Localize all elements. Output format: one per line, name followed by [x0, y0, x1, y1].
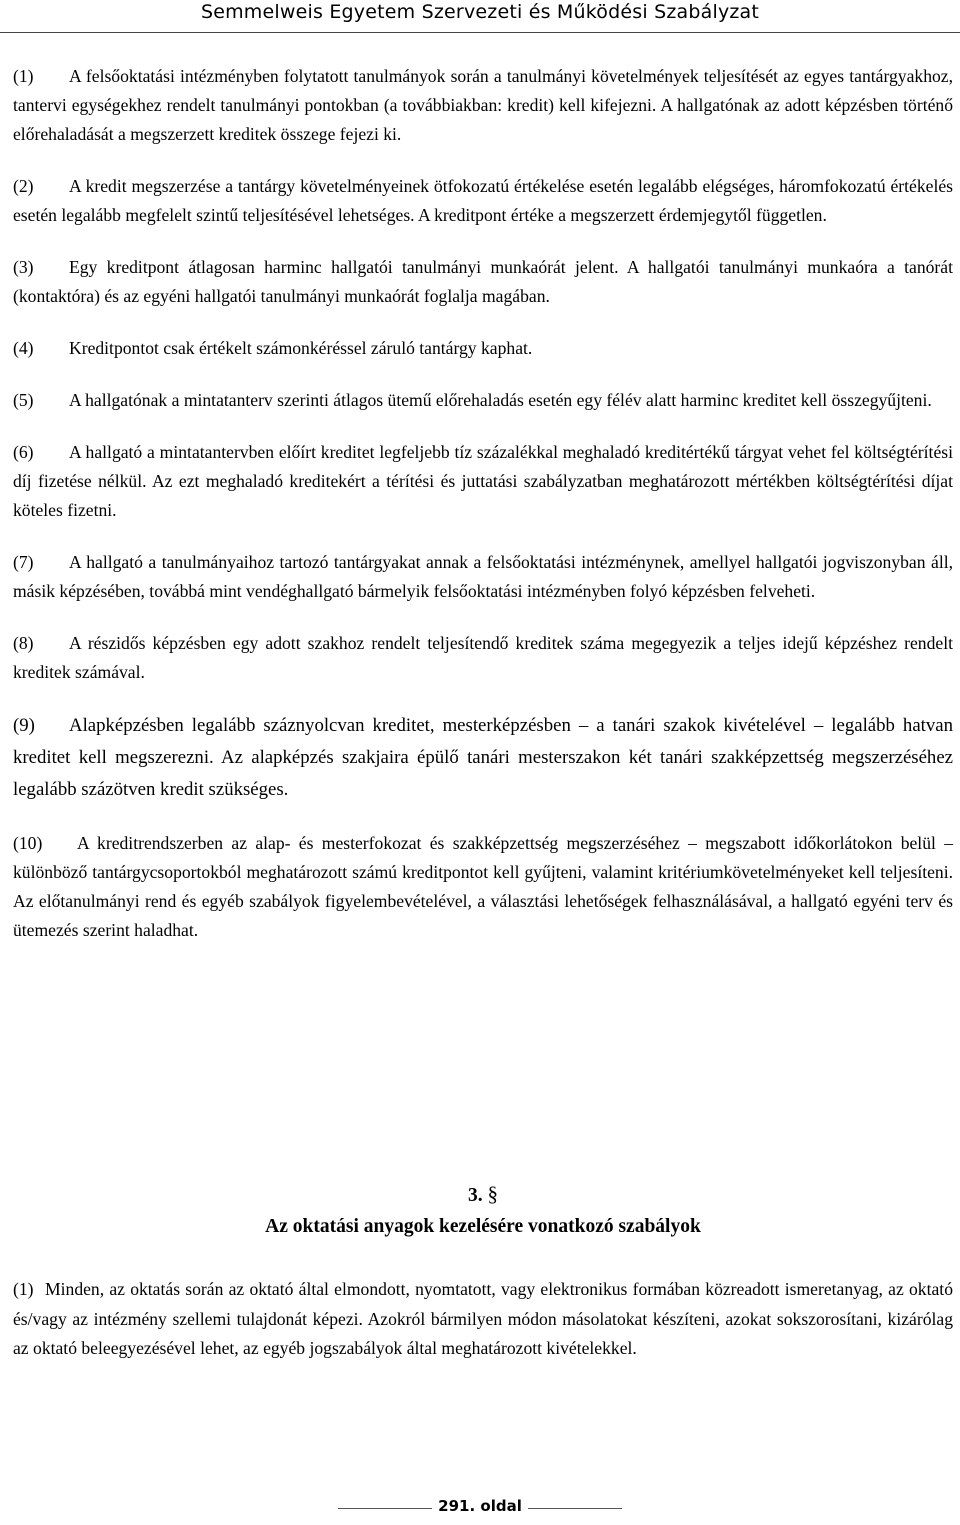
document-title: Semmelweis Egyetem Szervezeti és Működési Szabályzat [200, 1, 760, 23]
paragraph-8 [13, 629, 953, 687]
section-title: Az oktatási anyagok kezelésére vonatkozó szabályok [265, 1216, 701, 1237]
section-paragraph-1 [13, 1275, 953, 1364]
section-sign: § [487, 1182, 498, 1206]
paragraph-text: Egy kreditpont átlagosan harminc hallgatói tanulmányi munkaórát jelent. A hallgatói tanulmányi munkaóra a tanórát (kontaktóra) és az egyéni hallgatói tanulmányi munkaórát foglalja magában. [13, 257, 953, 306]
paragraph-2 [13, 172, 953, 230]
paragraph-text: A hallgató a mintatantervben előírt kreditet legfeljebb tíz százalékkal meghaladó kreditértékű tárgyat vehet fel költségtérítési díj fizetése nélkül. Az ezt meghaladó kreditekért a térítési és juttatási szabályzatban meghatározott mértékben költségtérítési díjat köteles fizetni. [13, 442, 953, 520]
paragraph-5 [13, 386, 953, 415]
page-number: 291. oldal [432, 1488, 528, 1524]
paragraph-number: (2) [13, 176, 34, 196]
page-header [0, 0, 960, 44]
paragraph-4 [13, 334, 953, 363]
paragraph-number: (3) [13, 257, 34, 277]
paragraph-text: Minden, az oktatás során az oktató által elmondott, nyomtatott, vagy elektronikus formában közreadott ismeretanyag, az oktató és/vagy az intézmény szellemi tulajdonát képezi. Azokról bármilyen módon másolatokat készíteni, azokat sokszorosítani, kizárólag az oktató beleegyezésével lehet, az egyéb jogszabályok által meghatározott kivételekkel. [13, 1279, 953, 1358]
paragraph-number: (4) [13, 338, 34, 358]
paragraph-text: A hallgatónak a mintatanterv szerinti átlagos ütemű előrehaladás esetén egy félév alatt harminc kreditet kell összegyűjteni. [69, 390, 932, 410]
paragraph-text: A részidős képzésben egy adott szakhoz rendelt teljesítendő kreditek száma megegyezik a teljes idejű képzéshez rendelt kreditek számával. [13, 633, 953, 682]
page-footer [0, 1488, 960, 1524]
paragraph-9 [13, 710, 953, 806]
section-number-text: 3. [468, 1185, 483, 1206]
paragraph-3 [13, 253, 953, 311]
paragraph-number: (10) [13, 833, 43, 853]
paragraph-number: (6) [13, 442, 34, 462]
paragraph-number: (7) [13, 552, 34, 572]
section-heading [13, 1176, 953, 1240]
paragraph-text: A kredit megszerzése a tantárgy követelményeinek ötfokozatú értékelése esetén legalább elégséges, háromfokozatú értékelés esetén legalább megfelelt szintű teljesítésével lehetséges. A kreditpont értéke a megszerzett érdemjegytől független. [13, 176, 953, 225]
section-number [13, 1176, 953, 1214]
paragraph-text: Alapképzésben legalább száznyolcvan kreditet, mesterképzésben – a tanári szakok kivételével – legalább hatvan kreditet kell megszerezni. Az alapképzés szakjaira épülő tanári mesterszakon két tanári szakképzettség megszerzéséhez legalább százötven kredit szükséges. [13, 715, 953, 800]
paragraph-text: A felsőoktatási intézményben folytatott tanulmányok során a tanulmányi követelmények teljesítését az egyes tantárgyakhoz, tantervi egységekhez rendelt tanulmányi pontokban (a továbbiakban: kredit) kell kifejezni. A hallgatónak az adott képzésben történő előrehaladását a megszerzett kreditek összege fejezi ki. [13, 66, 953, 144]
paragraph-number: (1) [13, 66, 34, 86]
header-divider [0, 32, 960, 33]
paragraph-1 [13, 62, 953, 149]
paragraph-number: (9) [13, 715, 35, 736]
paragraph-10 [13, 829, 953, 945]
paragraph-number: (8) [13, 633, 34, 653]
section-paragraph-list [13, 1275, 953, 1387]
paragraph-text: A hallgató a tanulmányaihoz tartozó tantárgyakat annak a felsőoktatási intézménynek, amellyel hallgatói jogviszonyban áll, másik képzésében, továbbá mint vendéghallgató bármelyik felsőoktatási intézményben folyó képzésben felveheti. [13, 552, 953, 601]
paragraph-text: A kreditrendszerben az alap- és mesterfokozat és szakképzettség megszerzéséhez – megszabott időkorlátokon belül – különböző tantárgycsoportokból meghatározott számú kreditpontot kell gyűjteni, valamint kritériumkövetelményeket kell teljesíteni. Az előtanulmányi rend és egyéb szabályok figyelembevételével, a választási lehetőségek felhasználásával, a hallgató egyéni terv és ütemezés szerint haladhat. [13, 833, 953, 940]
paragraph-number: (1) [13, 1279, 34, 1299]
paragraph-number: (5) [13, 390, 34, 410]
paragraph-7 [13, 548, 953, 606]
paragraph-list [13, 62, 953, 968]
paragraph-6 [13, 438, 953, 525]
paragraph-text: Kreditpontot csak értékelt számonkéréssel záruló tantárgy kaphat. [69, 338, 533, 358]
